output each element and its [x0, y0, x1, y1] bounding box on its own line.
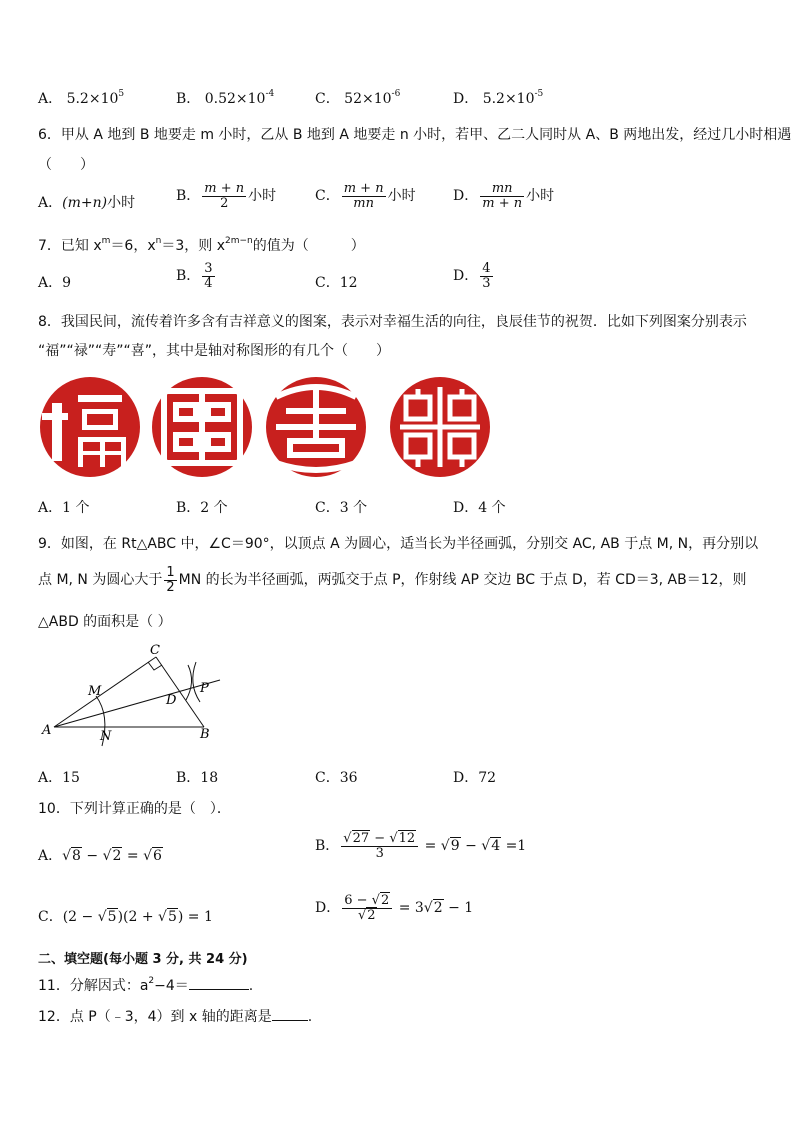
- q7-option-c: C．12: [315, 275, 358, 291]
- q9-stem-line3: △ABD 的面积是（ ）: [38, 614, 172, 630]
- label-c: C: [150, 643, 160, 658]
- label-b: B: [200, 727, 210, 742]
- q9-option-b: B．18: [176, 770, 219, 786]
- triangle-diagram: [38, 640, 238, 750]
- label-p: P: [200, 681, 209, 696]
- q6-option-b: B． $\frac{m + n}{2}$ 小时: [176, 181, 277, 211]
- q9-option-c: C．36: [315, 770, 358, 786]
- q10-stem: 10．下列计算正确的是（ ）．: [38, 801, 231, 817]
- section-title: 二、填空题(每小题 3 分, 共 24 分): [38, 952, 248, 967]
- q9-option-a: A．15: [38, 770, 80, 786]
- q10-option-a: A．√8 − √2 = √6: [38, 848, 162, 864]
- q5-option-b: B． $0.52\times 10^{-4}$: [176, 89, 275, 107]
- q6-stem: 6．甲从 A 地到 B 地要走 m 小时，乙从 B 地到 A 地要走 n 小时，若甲、乙二人同时从 A、B 两地出发，经过几小时相遇: [38, 127, 792, 143]
- q8-option-b: B．2 个: [176, 500, 228, 516]
- q6-option-a: A．(m+n)小时: [38, 195, 136, 211]
- q7-option-d: D． $\frac{4}{3}$: [453, 261, 491, 291]
- q8-stem-line2: “福”“禄”“寿”“喜”，其中是轴对称图形的有几个（ ）: [38, 343, 391, 359]
- label-d: D: [166, 693, 177, 708]
- q9-stem-line2: 点 M, N 为圆心大于 $\frac{1}{2}$ MN 的长为半径画弧，两弧交于点 P，作射线 AP 交边 BC 于点 D，若 CD＝3, AB＝12，则: [38, 565, 747, 595]
- q11: 11．分解因式：$a^2-4=$ .: [38, 976, 254, 994]
- q10-option-d: D． $\frac{6 - √2}{√2}$ = 3√2 − 1: [315, 893, 474, 923]
- q6-option-c: C． $\frac{m + n}{mn}$ 小时: [315, 181, 416, 211]
- q7-stem: 7．已知 $x^m=6$，$x^n=3$，则 $x^{2m-n}$的值为（ ）: [38, 236, 365, 254]
- xi-pattern-icon: [390, 377, 490, 477]
- q5-option-c: C． $52\times 10^{-6}$: [315, 89, 401, 107]
- q10-option-b: B． $\frac{√27 - √12}{3}$ = √9 − √4 =1: [315, 831, 527, 861]
- auspicious-patterns-figure: [38, 372, 498, 482]
- q7-option-b: B． $\frac{3}{4}$: [176, 261, 213, 291]
- lu-pattern-icon: [152, 377, 252, 477]
- label-a: A: [42, 723, 52, 738]
- q6-option-d: D． $\frac{mn}{m + n}$ 小时: [453, 181, 555, 211]
- label-n: N: [100, 729, 112, 744]
- label-m: M: [88, 684, 102, 699]
- q8-stem-line1: 8．我国民间，流传着许多含有吉祥意义的图案，表示对幸福生活的向往，良辰佳节的祝贺．比如下列图案分别表示: [38, 314, 747, 330]
- shou-pattern-icon: [266, 377, 366, 477]
- q5-option-d: D． $5.2\times 10^{-5}$: [453, 89, 544, 107]
- q10-option-c: C．(2 − √5)(2 + √5) = 1: [38, 909, 213, 925]
- q9-option-d: D．72: [453, 770, 497, 786]
- q8-option-c: C．3 个: [315, 500, 368, 516]
- q9-stem-line1: 9．如图，在 Rt△ABC 中，∠C＝90°，以顶点 A 为圆心，适当长为半径画弧，分别交 AC, AB 于点 M, N，再分别以: [38, 536, 759, 552]
- q11-answer-blank[interactable]: [189, 989, 249, 990]
- q6-paren: （ ）: [38, 157, 94, 173]
- q8-option-d: D．4 个: [453, 500, 506, 516]
- q12-answer-blank[interactable]: [272, 1020, 308, 1021]
- fu-pattern-icon: [40, 377, 140, 477]
- q12: 12．点 P（﹣3，4）到 x 轴的距离是 .: [38, 1009, 313, 1025]
- q7-option-a: A．9: [38, 275, 72, 291]
- q5-option-a: A． $5.2\times 10^5$: [38, 89, 125, 107]
- q8-option-a: A．1 个: [38, 500, 90, 516]
